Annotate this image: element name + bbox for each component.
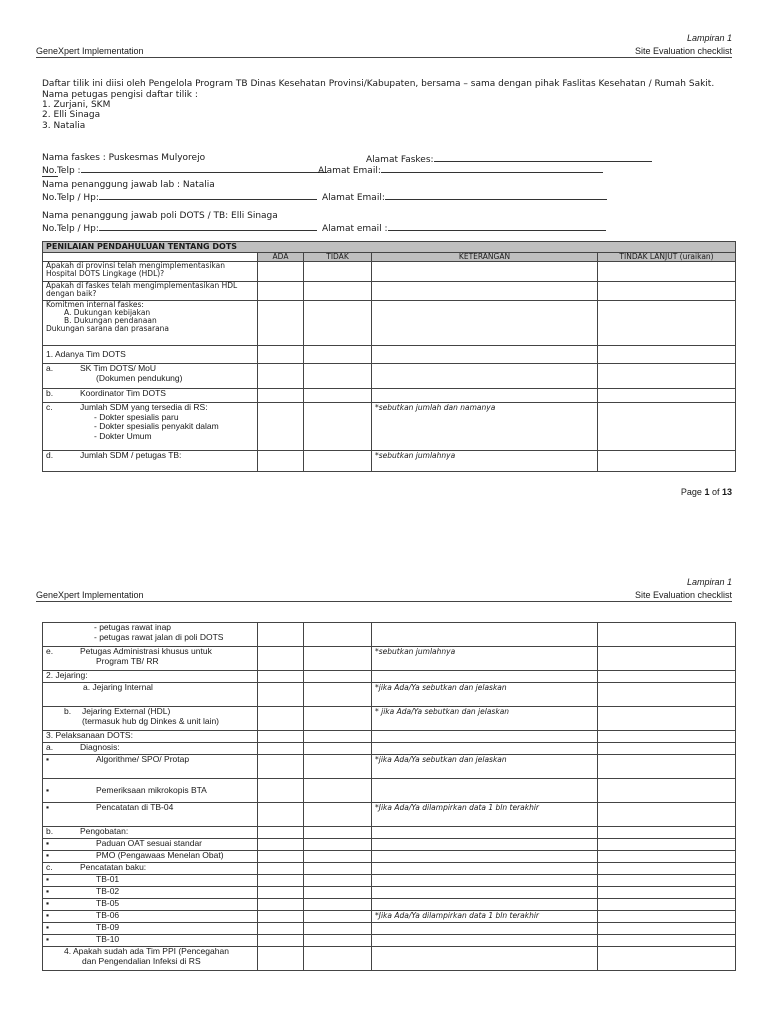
tidak-cell[interactable] [304, 935, 372, 947]
tindak-lanjut-cell[interactable] [598, 731, 736, 743]
item-text: PMO (Pengawaas Menelan Obat) [96, 850, 224, 860]
item-text: Pemeriksaan mikrokopis BTA [96, 784, 207, 795]
tindak-lanjut-cell[interactable] [598, 623, 736, 647]
keterangan-cell[interactable]: *jika Ada/Ya sebutkan dan jelaskan [372, 683, 598, 707]
ada-cell[interactable] [258, 451, 304, 472]
table-row [43, 282, 736, 301]
tidak-cell[interactable] [304, 887, 372, 899]
item-marker: d. [46, 450, 54, 460]
question-cell [43, 875, 258, 887]
question-cell [43, 647, 258, 671]
item-text: 4. Apakah sudah ada Tim PPI (Pencegahan [64, 946, 229, 956]
question-cell [43, 803, 258, 827]
keterangan-cell[interactable]: *sebutkan jumlahnya [372, 647, 598, 671]
item-text: (Dokumen pendukung) [96, 372, 183, 383]
tidak-cell[interactable] [304, 403, 372, 451]
tidak-cell[interactable] [304, 671, 372, 683]
tindak-lanjut-cell[interactable] [598, 282, 736, 301]
question-cell: Apakah di provinsi telah mengimplementasikan Hospital DOTS Lingkage (HDL)? [43, 262, 258, 282]
question-cell [43, 707, 258, 731]
tindak-lanjut-cell[interactable] [598, 364, 736, 389]
table-row [43, 389, 736, 403]
faskes-name: Nama faskes : Puskesmas Mulyorejo [42, 153, 206, 163]
commitment-item: A. Dukungan kebijakan [64, 308, 151, 317]
item-text: Diagnosis: [80, 742, 120, 752]
table-row [43, 262, 736, 282]
question-cell [43, 827, 258, 839]
tindak-lanjut-cell[interactable] [598, 851, 736, 863]
keterangan-cell[interactable] [372, 282, 598, 301]
lab-email-field[interactable] [322, 191, 607, 203]
question-cell [43, 403, 258, 451]
tindak-lanjut-cell[interactable] [598, 346, 736, 364]
item-text: TB-01 [96, 874, 120, 884]
question-cell [43, 451, 258, 472]
question-cell [43, 911, 258, 923]
phone-label: No.Telp / Hp: [42, 193, 99, 203]
tindak-lanjut-cell[interactable] [598, 743, 736, 755]
table-row [43, 923, 736, 935]
tidak-cell[interactable] [304, 743, 372, 755]
bullet-icon: ▪ [46, 898, 50, 908]
commitment-item: B. Dukungan pendanaan [64, 316, 157, 325]
ada-cell[interactable] [258, 875, 304, 887]
ada-cell[interactable] [258, 935, 304, 947]
tindak-lanjut-cell[interactable] [598, 755, 736, 779]
header-divider [36, 601, 732, 602]
ada-cell[interactable] [258, 863, 304, 875]
item-text: Koordinator Tim DOTS [80, 388, 166, 398]
table-row [43, 755, 736, 779]
bullet-icon: ▪ [46, 838, 50, 848]
tidak-cell[interactable] [304, 623, 372, 647]
keterangan-cell[interactable] [372, 887, 598, 899]
bullet-icon: ▪ [46, 934, 50, 944]
email-label: Alamat Email: [318, 166, 381, 176]
tindak-lanjut-cell[interactable] [598, 863, 736, 875]
tindak-lanjut-cell[interactable] [598, 262, 736, 282]
keterangan-cell[interactable] [372, 947, 598, 971]
header-subtitle: Site Evaluation checklist [634, 46, 732, 56]
bullet-icon: ▪ [46, 784, 50, 795]
underline-stub [42, 176, 58, 177]
question-cell [43, 389, 258, 403]
intro-text: Daftar tilik ini diisi oleh Pengelola Program TB Dinas Kesehatan Provinsi/Kabupaten, bersama – sama dengan pihak Faslitas Kesehatan / Rumah Sakit. [42, 79, 715, 89]
item-text: TB-02 [96, 886, 120, 896]
section-title: PENILAIAN PENDAHULUAN TENTANG DOTS [43, 242, 736, 253]
question-cell [43, 779, 258, 803]
tindak-lanjut-cell[interactable] [598, 839, 736, 851]
email-label: Alamat email : [322, 224, 388, 234]
keterangan-cell[interactable] [372, 743, 598, 755]
ada-cell[interactable] [258, 301, 304, 346]
item-text: Algorithme/ SPO/ Protap [96, 754, 190, 764]
tidak-cell[interactable] [304, 389, 372, 403]
tindak-lanjut-cell[interactable] [598, 683, 736, 707]
keterangan-cell[interactable] [372, 623, 598, 647]
bullet-icon: ▪ [46, 886, 50, 896]
question-cell: Apakah di faskes telah mengimplementasikan HDL dengan baik? [43, 282, 258, 301]
lab-phone-field[interactable] [42, 191, 317, 203]
tidak-cell[interactable] [304, 947, 372, 971]
table-row [43, 779, 736, 803]
ada-cell[interactable] [258, 282, 304, 301]
item-text: dan Pengendalian Infeksi di RS [82, 955, 201, 966]
dots-phone-field[interactable] [42, 222, 317, 234]
question-cell [43, 364, 258, 389]
tindak-lanjut-cell[interactable] [598, 947, 736, 971]
tidak-cell[interactable] [304, 301, 372, 346]
table-row [43, 451, 736, 472]
keterangan-cell[interactable] [372, 301, 598, 346]
ada-cell[interactable] [258, 899, 304, 911]
item-text: Petugas Administrasi khusus untuk [80, 646, 212, 656]
phone-label: No.Telp : [42, 166, 81, 176]
keterangan-cell[interactable]: *sebutkan jumlahnya [372, 451, 598, 472]
tidak-cell[interactable] [304, 875, 372, 887]
header-title: GeneXpert Implementation [36, 46, 144, 56]
table-row [43, 623, 736, 647]
ada-cell[interactable] [258, 851, 304, 863]
ada-cell[interactable] [258, 262, 304, 282]
phone-label: No.Telp / Hp: [42, 224, 99, 234]
item-text: Program TB/ RR [96, 655, 159, 666]
table-row [43, 707, 736, 731]
item-text: Jumlah SDM yang tersedia di RS: [80, 402, 208, 412]
item-text: Jejaring External (HDL) [82, 706, 171, 716]
bullet-icon: ▪ [46, 922, 50, 932]
bullet-icon: ▪ [46, 802, 50, 812]
table-row [43, 731, 736, 743]
item-text: - petugas rawat jalan di poli DOTS [94, 631, 224, 642]
table-row [43, 683, 736, 707]
ada-cell[interactable] [258, 403, 304, 451]
col-header-ada: ADA [258, 253, 304, 262]
table-row [43, 346, 736, 364]
keterangan-cell[interactable] [372, 364, 598, 389]
col-header-tindak-lanjut: TINDAK LANJUT (uraikan) [598, 253, 736, 262]
dots-assessment-table-continued [42, 622, 736, 971]
ada-cell[interactable] [258, 707, 304, 731]
ada-cell[interactable] [258, 623, 304, 647]
officer-label: Nama petugas pengisi daftar tilik : [42, 90, 198, 100]
item-text: (termasuk hub dg Dinkes & unit lain) [82, 715, 220, 726]
keterangan-cell[interactable] [372, 935, 598, 947]
table-row [43, 911, 736, 923]
keterangan-cell[interactable]: *Jika Ada/Ya dilampirkan data 1 bln terakhir [372, 911, 598, 923]
item-text: Pencatatan di TB-04 [96, 802, 174, 812]
table-row [43, 887, 736, 899]
keterangan-cell[interactable] [372, 851, 598, 863]
keterangan-cell[interactable] [372, 899, 598, 911]
ada-cell[interactable] [258, 923, 304, 935]
item-text: - petugas rawat inap [94, 622, 172, 632]
bullet-icon: ▪ [46, 850, 50, 860]
keterangan-cell[interactable] [372, 779, 598, 803]
ada-cell[interactable] [258, 683, 304, 707]
header-divider [36, 57, 732, 58]
table-row [43, 671, 736, 683]
email-label: Alamat Email: [322, 193, 385, 203]
question-cell [43, 851, 258, 863]
document-page-2 [0, 560, 768, 1024]
table-row [43, 839, 736, 851]
tindak-lanjut-cell[interactable] [598, 451, 736, 472]
question-cell [43, 623, 258, 647]
item-text: TB-09 [96, 922, 120, 932]
tindak-lanjut-cell[interactable] [598, 803, 736, 827]
total-pages: 13 [721, 487, 732, 497]
tindak-lanjut-cell[interactable] [598, 647, 736, 671]
ada-cell[interactable] [258, 803, 304, 827]
keterangan-cell[interactable]: *jika Ada/Ya sebutkan dan jelaskan [372, 755, 598, 779]
tidak-cell[interactable] [304, 262, 372, 282]
table-header-row [43, 253, 736, 262]
tidak-cell[interactable] [304, 911, 372, 923]
question-cell: 1. Adanya Tim DOTS [43, 346, 258, 364]
dots-assessment-table [42, 241, 736, 472]
commitment-item: Dukungan sarana dan prasarana [46, 324, 170, 333]
question-cell [43, 301, 258, 346]
table-row [43, 875, 736, 887]
item-text: TB-06 [96, 910, 120, 920]
tidak-cell[interactable] [304, 451, 372, 472]
tidak-cell[interactable] [304, 755, 372, 779]
header-title: GeneXpert Implementation [36, 590, 144, 600]
tidak-cell[interactable] [304, 839, 372, 851]
officer-item: 2. Elli Sinaga [42, 110, 101, 120]
lab-pic: Nama penanggung jawab lab : Natalia [42, 180, 215, 190]
bullet-icon: ▪ [46, 754, 50, 764]
table-section-header [43, 242, 736, 253]
tindak-lanjut-cell[interactable] [598, 911, 736, 923]
question-cell [43, 863, 258, 875]
tidak-cell[interactable] [304, 803, 372, 827]
ada-cell[interactable] [258, 755, 304, 779]
current-page: 1 [704, 487, 710, 497]
item-marker: a. [46, 742, 54, 752]
tidak-cell[interactable] [304, 863, 372, 875]
tindak-lanjut-cell[interactable] [598, 671, 736, 683]
tidak-cell[interactable] [304, 346, 372, 364]
tindak-lanjut-cell[interactable] [598, 403, 736, 451]
table-row [43, 947, 736, 971]
ada-cell[interactable] [258, 389, 304, 403]
item-text: Paduan OAT sesuai standar [96, 838, 203, 848]
tindak-lanjut-cell[interactable] [598, 707, 736, 731]
question-cell [43, 923, 258, 935]
item-text: - Dokter spesialis penyakit dalam [94, 421, 219, 431]
table-row [43, 647, 736, 671]
item-marker: b. [46, 826, 54, 836]
page-number [681, 487, 732, 497]
table-row [43, 851, 736, 863]
tindak-lanjut-cell[interactable] [598, 875, 736, 887]
item-text: TB-10 [96, 934, 120, 944]
tindak-lanjut-cell[interactable] [598, 923, 736, 935]
header-subtitle: Site Evaluation checklist [634, 590, 732, 600]
item-text: - Dokter spesialis paru [94, 411, 179, 422]
table-row [43, 301, 736, 346]
tidak-cell[interactable] [304, 647, 372, 671]
tindak-lanjut-cell[interactable] [598, 779, 736, 803]
item-text: Pencatatan baku: [80, 862, 147, 872]
keterangan-cell[interactable]: *Jika Ada/Ya dilampirkan data 1 bln terakhir [372, 803, 598, 827]
table-row [43, 403, 736, 451]
keterangan-cell[interactable] [372, 875, 598, 887]
ada-cell[interactable] [258, 947, 304, 971]
question-cell [43, 947, 258, 971]
ada-cell[interactable] [258, 887, 304, 899]
bullet-icon: ▪ [46, 910, 50, 920]
page-of: of [709, 487, 722, 497]
item-marker: c. [46, 402, 53, 412]
question-cell: 3. Pelaksanaan DOTS: [43, 731, 258, 743]
table-row [43, 827, 736, 839]
item-marker: b. [64, 706, 72, 716]
tidak-cell[interactable] [304, 899, 372, 911]
item-text: TB-05 [96, 898, 120, 908]
ada-cell[interactable] [258, 911, 304, 923]
col-header-keterangan: KETERANGAN [372, 253, 598, 262]
appendix-label: Lampiran 1 [686, 577, 732, 587]
question-cell [43, 743, 258, 755]
header-cell-empty [43, 253, 258, 262]
ada-cell[interactable] [258, 364, 304, 389]
item-marker: e. [46, 646, 54, 656]
keterangan-cell[interactable] [372, 827, 598, 839]
question-cell [43, 935, 258, 947]
item-marker: a. [46, 363, 54, 373]
ada-cell[interactable] [258, 346, 304, 364]
tidak-cell[interactable] [304, 683, 372, 707]
keterangan-cell[interactable] [372, 389, 598, 403]
tidak-cell[interactable] [304, 923, 372, 935]
email-field[interactable] [318, 164, 603, 176]
item-text: SK Tim DOTS/ MoU [80, 363, 157, 373]
item-text: Pengobatan: [80, 826, 129, 836]
keterangan-cell[interactable] [372, 923, 598, 935]
tindak-lanjut-cell[interactable] [598, 935, 736, 947]
dots-pic: Nama penanggung jawab poli DOTS / TB: Elli Sinaga [42, 211, 278, 221]
keterangan-cell[interactable]: * jika Ada/Ya sebutkan dan jelaskan [372, 707, 598, 731]
keterangan-cell[interactable] [372, 839, 598, 851]
keterangan-cell[interactable] [372, 671, 598, 683]
col-header-tidak: TIDAK [304, 253, 372, 262]
tidak-cell[interactable] [304, 851, 372, 863]
table-row [43, 743, 736, 755]
tindak-lanjut-cell[interactable] [598, 301, 736, 346]
tindak-lanjut-cell[interactable] [598, 899, 736, 911]
table-row [43, 863, 736, 875]
officer-item: 3. Natalia [42, 121, 86, 131]
table-row [43, 364, 736, 389]
tindak-lanjut-cell[interactable] [598, 389, 736, 403]
keterangan-cell[interactable]: *sebutkan jumlah dan namanya [372, 403, 598, 451]
tidak-cell[interactable] [304, 779, 372, 803]
ada-cell[interactable] [258, 671, 304, 683]
question-cell [43, 899, 258, 911]
question-cell: 2. Jejaring: [43, 671, 258, 683]
table-row [43, 803, 736, 827]
ada-cell[interactable] [258, 839, 304, 851]
ada-cell[interactable] [258, 779, 304, 803]
tidak-cell[interactable] [304, 827, 372, 839]
tindak-lanjut-cell[interactable] [598, 887, 736, 899]
ada-cell[interactable] [258, 647, 304, 671]
table-row [43, 935, 736, 947]
officer-item: 1. Zurjani, SKM [42, 100, 111, 110]
question-cell: a. Jejaring Internal [43, 683, 258, 707]
tidak-cell[interactable] [304, 731, 372, 743]
table-row [43, 899, 736, 911]
page-gap [0, 520, 768, 560]
question-cell [43, 887, 258, 899]
faskes-address-label: Alamat Faskes: [366, 155, 434, 165]
tidak-cell[interactable] [304, 707, 372, 731]
keterangan-cell[interactable] [372, 262, 598, 282]
bullet-icon: ▪ [46, 874, 50, 884]
item-marker: c. [46, 862, 53, 872]
item-marker: b. [46, 388, 54, 398]
keterangan-cell[interactable] [372, 346, 598, 364]
appendix-label: Lampiran 1 [686, 33, 732, 43]
tidak-cell[interactable] [304, 364, 372, 389]
phone-field[interactable] [42, 164, 327, 176]
item-text: - Dokter Umum [94, 430, 152, 441]
question-cell [43, 839, 258, 851]
dots-email-field[interactable] [322, 222, 606, 234]
page-prefix: Page [680, 487, 705, 497]
tidak-cell[interactable] [304, 282, 372, 301]
ada-cell[interactable] [258, 743, 304, 755]
tindak-lanjut-cell[interactable] [598, 827, 736, 839]
question-cell [43, 755, 258, 779]
item-text: Jumlah SDM / petugas TB: [80, 450, 182, 460]
ada-cell[interactable] [258, 731, 304, 743]
keterangan-cell[interactable] [372, 863, 598, 875]
keterangan-cell[interactable] [372, 731, 598, 743]
commitment-title: Komitmen internal faskes: [46, 300, 144, 309]
ada-cell[interactable] [258, 827, 304, 839]
